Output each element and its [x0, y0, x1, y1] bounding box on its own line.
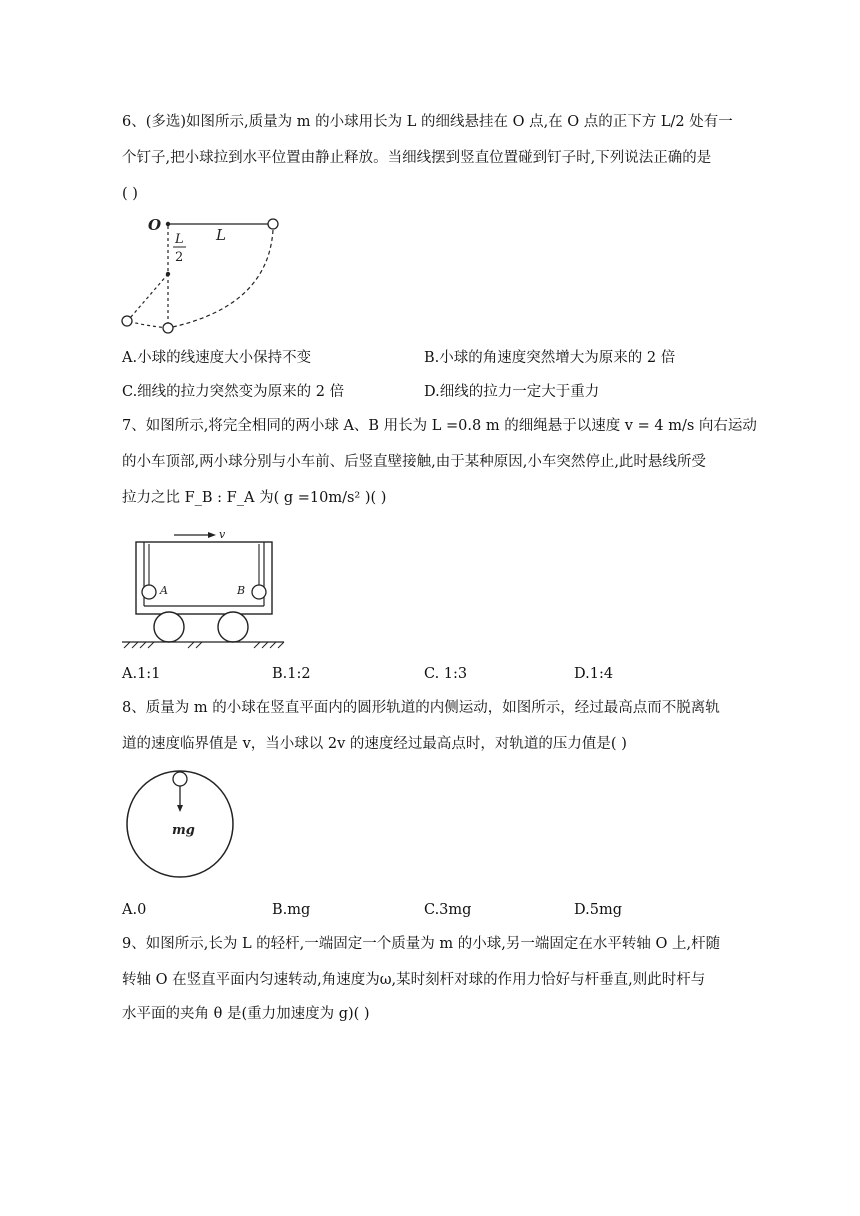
question-7-text-line-2: 的小车顶部,两小球分别与小车前、后竖直壁接触,由于某种原因,小车突然停止,此时悬线所受	[122, 454, 706, 470]
question-6-option-a[interactable]: A.小球的线速度大小保持不变	[122, 350, 312, 366]
cart-figure	[122, 526, 287, 646]
question-8-option-c[interactable]: C.3mg	[424, 902, 472, 918]
question-7-option-b[interactable]: B.1:2	[272, 666, 311, 682]
question-6-text-line-1: 6、(多选)如图所示,质量为 m 的小球用长为 L 的细线悬挂在 O 点,在 O 点的正下方 L/2 处有一	[122, 114, 733, 130]
label-v: v	[219, 528, 226, 541]
label-half-numerator: L	[175, 232, 184, 247]
question-8-option-d[interactable]: D.5mg	[574, 902, 622, 918]
question-7-option-c[interactable]: C. 1:3	[424, 666, 468, 682]
question-9-text-line-3: 水平面的夹角 θ 是(重力加速度为 g)( )	[122, 1006, 370, 1022]
question-6-text-line-3: ( )	[122, 186, 138, 202]
question-8-option-b[interactable]: B.mg	[272, 902, 311, 918]
question-7-text-line-3: 拉力之比 F_B : F_A 为( g =10m/s² )( )	[122, 490, 387, 506]
label-half-denominator: 2	[175, 250, 184, 265]
label-l: L	[216, 226, 226, 244]
question-6-option-d[interactable]: D.细线的拉力一定大于重力	[424, 384, 600, 400]
question-6-option-c[interactable]: C.细线的拉力突然变为原来的 2 倍	[122, 384, 345, 400]
question-7-option-d[interactable]: D.1:4	[574, 666, 614, 682]
question-7-text-line-1: 7、如图所示,将完全相同的两小球 A、B 用长为 L =0.8 m 的细绳悬于以速度 v = 4 m/s 向右运动	[122, 418, 757, 434]
question-9-text-line-2: 转轴 O 在竖直平面内匀速转动,角速度为ω,某时刻杆对球的作用力恰好与杆垂直,则此时杆与	[122, 972, 706, 988]
question-8-option-a[interactable]: A.0	[122, 902, 147, 918]
circular-track-figure	[124, 768, 236, 880]
label-b: B	[237, 584, 246, 597]
question-6-text-line-2: 个钉子,把小球拉到水平位置由静止释放。当细线摆到竖直位置碰到钉子时,下列说法正确的是	[122, 150, 712, 166]
label-a: A	[160, 584, 168, 597]
label-mg: mg	[172, 823, 195, 838]
pendulum-nail-figure	[118, 212, 288, 342]
question-8-text-line-1: 8、质量为 m 的小球在竖直平面内的圆形轨道的内侧运动，如图所示，经过最高点而不脱离轨	[122, 700, 720, 716]
question-8-text-line-2: 道的速度临界值是 v，当小球以 2v 的速度经过最高点时，对轨道的压力值是( )	[122, 736, 627, 752]
question-9-text-line-1: 9、如图所示,长为 L 的轻杆,一端固定一个质量为 m 的小球,另一端固定在水平转轴 O 上,杆随	[122, 936, 721, 952]
question-6-option-b[interactable]: B.小球的角速度突然增大为原来的 2 倍	[424, 350, 676, 366]
label-o: O	[148, 216, 162, 234]
question-7-option-a[interactable]: A.1:1	[122, 666, 161, 682]
